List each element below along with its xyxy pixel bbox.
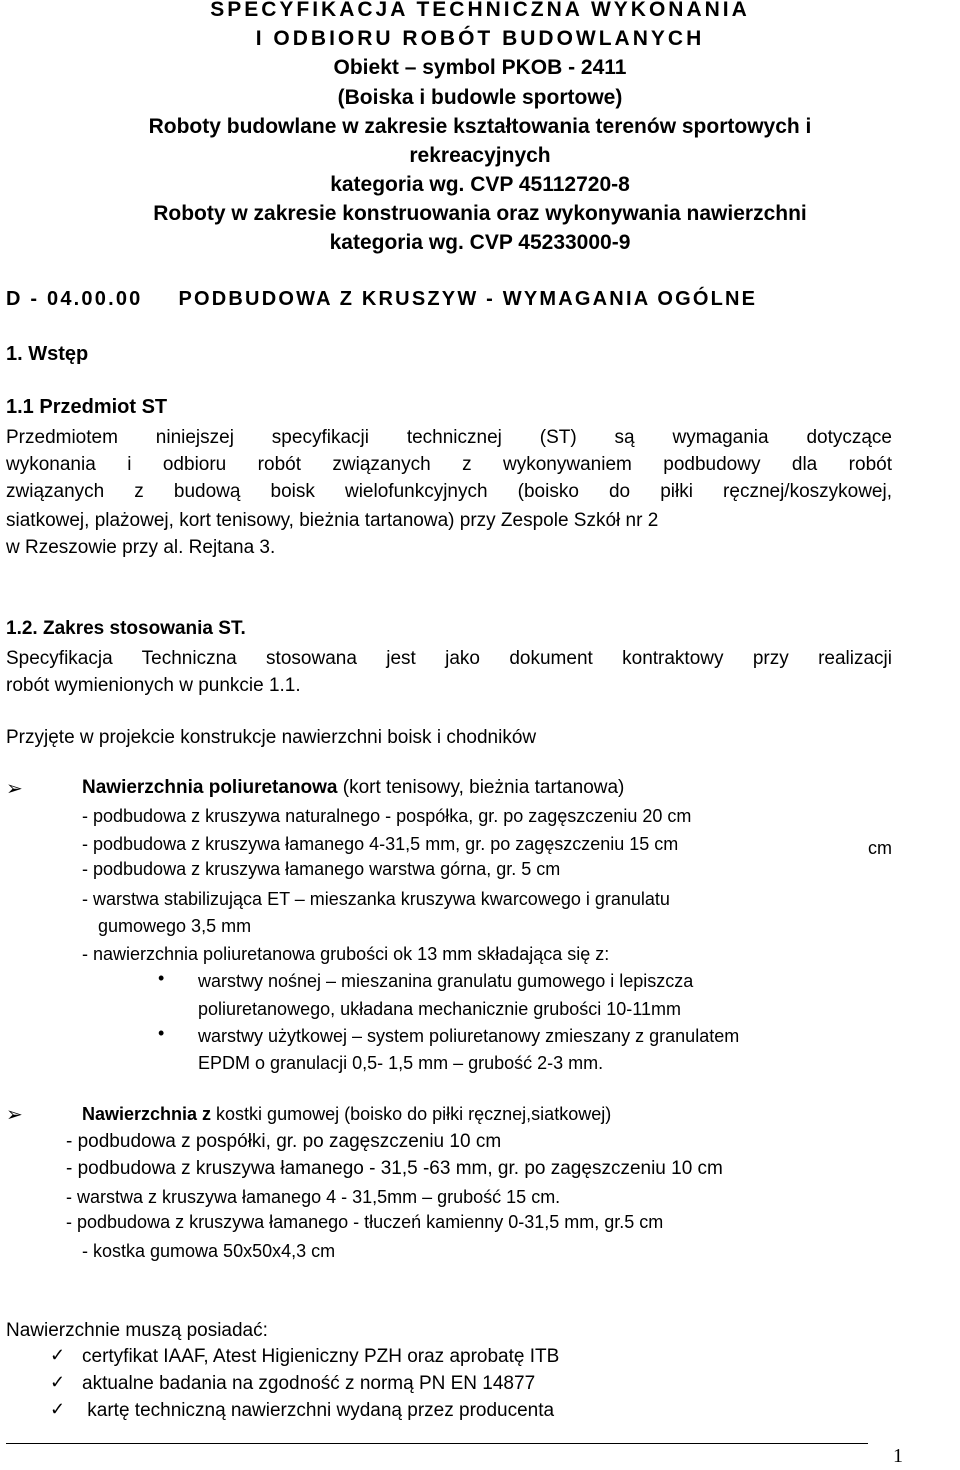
arrow-bullet-icon: ➢ (6, 778, 23, 800)
block-1-item-2: - podbudowa z kruszywa łamanego 4-31,5 mm, gr. po zagęszczeniu 15 cm (82, 834, 679, 854)
header-line-8: Roboty w zakresie konstruowania oraz wykonywania nawierzchni (153, 202, 807, 225)
checkmark-icon: ✓ (50, 1399, 66, 1419)
block-1-item-1: - podbudowa z kruszywa naturalnego - pospółka, gr. po zagęszczeniu 20 cm (82, 806, 692, 826)
section-1-1-line-3: związanych z budową boisk wielofunkcyjnych (boisko do piłki ręcznej/koszykowej, (6, 481, 892, 502)
block-1-item-5: - nawierzchnia poliuretanowa grubości ok 13 mm składająca się z: (82, 944, 610, 964)
arrow-bullet-icon: ➢ (6, 1104, 23, 1126)
checkmark-icon: ✓ (50, 1345, 66, 1365)
section-1-1-line-4: siatkowej, plażowej, kort tenisowy, bieżnia tartanowa) przy Zespole Szkół nr 2 (6, 510, 659, 531)
section-1-1-heading: 1.1 Przedmiot ST (6, 396, 168, 418)
block-1-title (82, 775, 624, 801)
header-line-9: kategoria wg. CVP 45233000-9 (329, 231, 631, 254)
block-2-item-4: - podbudowa z kruszywa łamanego - tłuczeń kamienny 0-31,5 mm, gr.5 cm (66, 1212, 664, 1232)
section-1-1-line-1: Przedmiotem niniejszej specyfikacji technicznej (ST) są wymagania dotyczące (6, 427, 892, 448)
block-2-item-3: - warstwa z kruszywa łamanego 4 - 31,5mm – grubość 15 cm. (66, 1187, 561, 1207)
block-1-sub-2-line-2: EPDM o granulacji 0,5- 1,5 mm – grubość 2-3 mm. (198, 1053, 604, 1073)
header-line-6: rekreacyjnych (409, 144, 551, 167)
block-1-title-rest: (kort tenisowy, bieżnia tartanowa) (337, 777, 625, 798)
block-2-title-bold: Nawierzchnia z (82, 1104, 212, 1124)
block-2-title-rest: kostki gumowej (boisko do piłki ręcznej,siatkowej) (211, 1104, 612, 1124)
checkmark-icon: ✓ (50, 1372, 66, 1392)
header-line-5: Roboty budowlane w zakresie kształtowania terenów sportowych i (148, 115, 812, 138)
header-line-2: I ODBIORU ROBÓT BUDOWLANYCH (255, 27, 705, 50)
header-line-4: (Boiska i budowle sportowe) (337, 86, 623, 109)
block-1-title-bold: Nawierzchnia poliuretanowa (82, 777, 338, 798)
section-1-heading: 1. Wstęp (6, 343, 89, 365)
spec-title: PODBUDOWA Z KRUSZYW - WYMAGANIA OGÓLNE (178, 288, 758, 310)
bullet-icon: • (158, 1023, 165, 1043)
section-1-1-line-5: w Rzeszowie przy al. Rejtana 3. (6, 537, 276, 558)
requirement-3: kartę techniczną nawierzchni wydaną przez producenta (82, 1400, 555, 1421)
header-line-1: SPECYFIKACJA TECHNICZNA WYKONANIA (210, 0, 750, 21)
section-1-2-heading: 1.2. Zakres stosowania ST. (6, 618, 246, 639)
constructions-intro: Przyjęte w projekcie konstrukcje nawierzchni boisk i chodników (6, 727, 537, 748)
spec-code: D - 04.00.00 (6, 288, 143, 310)
block-1-item-4-cont: gumowego 3,5 mm (98, 916, 252, 936)
section-1-2-line-2: robót wymienionych w punkcie 1.1. (6, 675, 301, 696)
block-1-stray-unit: cm (868, 838, 892, 858)
block-2-item-5: - kostka gumowa 50x50x4,3 cm (82, 1241, 336, 1261)
header-line-3: Obiekt – symbol PKOB - 2411 (333, 56, 627, 79)
page-number: 1 (893, 1445, 903, 1467)
requirement-1: certyfikat IAAF, Atest Higieniczny PZH oraz aprobatę ITB (82, 1346, 560, 1367)
block-2-item-1: - podbudowa z pospółki, gr. po zagęszczeniu 10 cm (66, 1131, 502, 1152)
section-1-1-line-2: wykonania i odbioru robót związanych z wykonywaniem podbudowy dla robót (6, 454, 892, 475)
bullet-icon: • (158, 968, 165, 988)
block-1-sub-2-line-1: warstwy użytkowej – system poliuretanowy zmieszany z granulatem (198, 1026, 740, 1046)
section-1-2-line-1: Specyfikacja Techniczna stosowana jest jako dokument kontraktowy przy realizacji (6, 648, 892, 669)
footer-divider (6, 1443, 868, 1444)
spec-code-line (6, 288, 757, 311)
requirement-2: aktualne badania na zgodność z normą PN EN 14877 (82, 1373, 536, 1394)
block-2-item-2: - podbudowa z kruszywa łamanego - 31,5 -63 mm, gr. po zagęszczeniu 10 cm (66, 1158, 723, 1179)
block-1-sub-1-line-2: poliuretanowego, układana mechanicznie grubości 10-11mm (198, 999, 681, 1019)
block-1-sub-1-line-1: warstwy nośnej – mieszanina granulatu gumowego i lepiszcza (198, 971, 694, 991)
requirements-intro: Nawierzchnie muszą posiadać: (6, 1320, 268, 1341)
block-1-item-3: - podbudowa z kruszywa łamanego warstwa górna, gr. 5 cm (82, 859, 561, 879)
block-2-title (82, 1101, 611, 1127)
block-1-item-4: - warstwa stabilizująca ET – mieszanka kruszywa kwarcowego i granulatu (82, 889, 670, 909)
header-line-7: kategoria wg. CVP 45112720-8 (330, 173, 630, 196)
